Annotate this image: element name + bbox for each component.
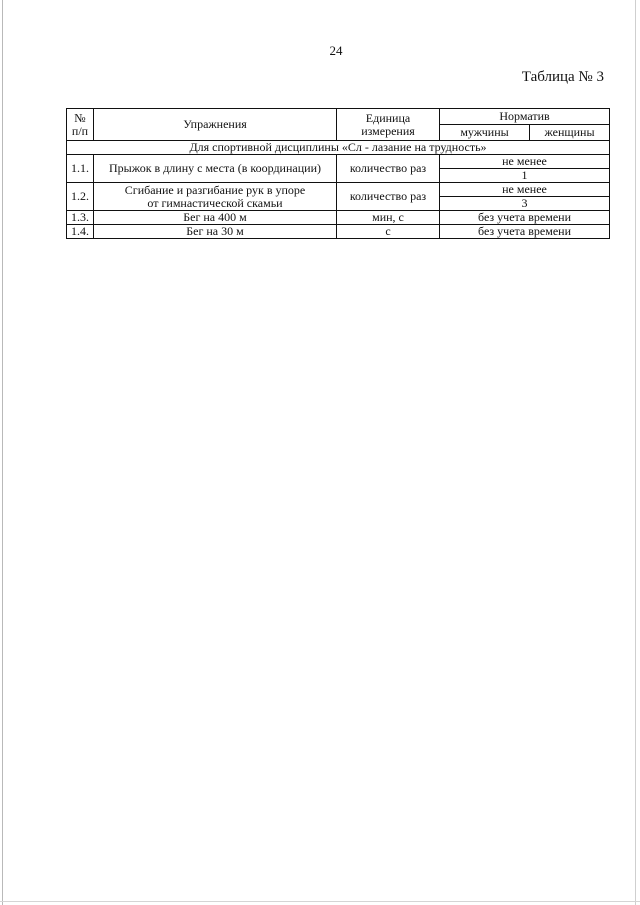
row-exercise-line1: Сгибание и разгибание рук в упоре — [124, 182, 306, 197]
scan-edge-right — [635, 0, 636, 905]
section-cell: Для спортивной дисциплины «Сл - лазание на трудность» — [67, 141, 610, 155]
row-num-cell: 1.1. — [67, 155, 94, 183]
row-norm-bottom-cell: 3 — [440, 197, 610, 211]
row-exercise-cell: Прыжок в длину с места (в координации) — [94, 155, 337, 183]
section-row — [67, 141, 610, 155]
row-unit-cell: мин, с — [337, 211, 440, 225]
row-norm-top-cell: не менее — [440, 155, 610, 169]
row-exercise-cell: Бег на 30 м — [94, 225, 337, 239]
header-num-cell — [67, 109, 94, 141]
row-exercise-line2: от гимнастической скамьи — [147, 195, 283, 210]
header-unit-line2: измерения — [361, 123, 415, 138]
table-row — [67, 225, 610, 239]
row-norm-bottom-cell: 1 — [440, 169, 610, 183]
header-women-cell: женщины — [530, 125, 610, 141]
page-number: 24 — [329, 43, 343, 58]
row-unit-cell: количество раз — [337, 183, 440, 211]
row-num-cell: 1.2. — [67, 183, 94, 211]
norms-table — [66, 108, 610, 239]
row-exercise-cell: Бег на 400 м — [94, 211, 337, 225]
table-row — [67, 155, 610, 169]
table-row — [67, 211, 610, 225]
row-num-cell: 1.3. — [67, 211, 94, 225]
header-num-line1: № — [74, 110, 86, 125]
row-exercise-cell — [94, 183, 337, 211]
header-norm-cell: Норматив — [440, 109, 610, 125]
row-norm-cell: без учета времени — [440, 225, 610, 239]
scan-edge-left — [2, 0, 3, 905]
row-num-cell: 1.4. — [67, 225, 94, 239]
table-row — [67, 183, 610, 197]
row-unit-cell: количество раз — [337, 155, 440, 183]
row-norm-top-cell: не менее — [440, 183, 610, 197]
row-norm-cell: без учета времени — [440, 211, 610, 225]
scan-edge-bottom — [0, 901, 640, 902]
header-men-cell: мужчины — [440, 125, 530, 141]
header-exercise-cell: Упражнения — [94, 109, 337, 141]
header-unit-line1: Единица — [365, 110, 411, 125]
table-title: Таблица № 3 — [521, 69, 604, 85]
row-unit-cell: с — [337, 225, 440, 239]
table-header-row — [67, 109, 610, 125]
header-num-line2: п/п — [71, 123, 89, 138]
header-unit-cell — [337, 109, 440, 141]
